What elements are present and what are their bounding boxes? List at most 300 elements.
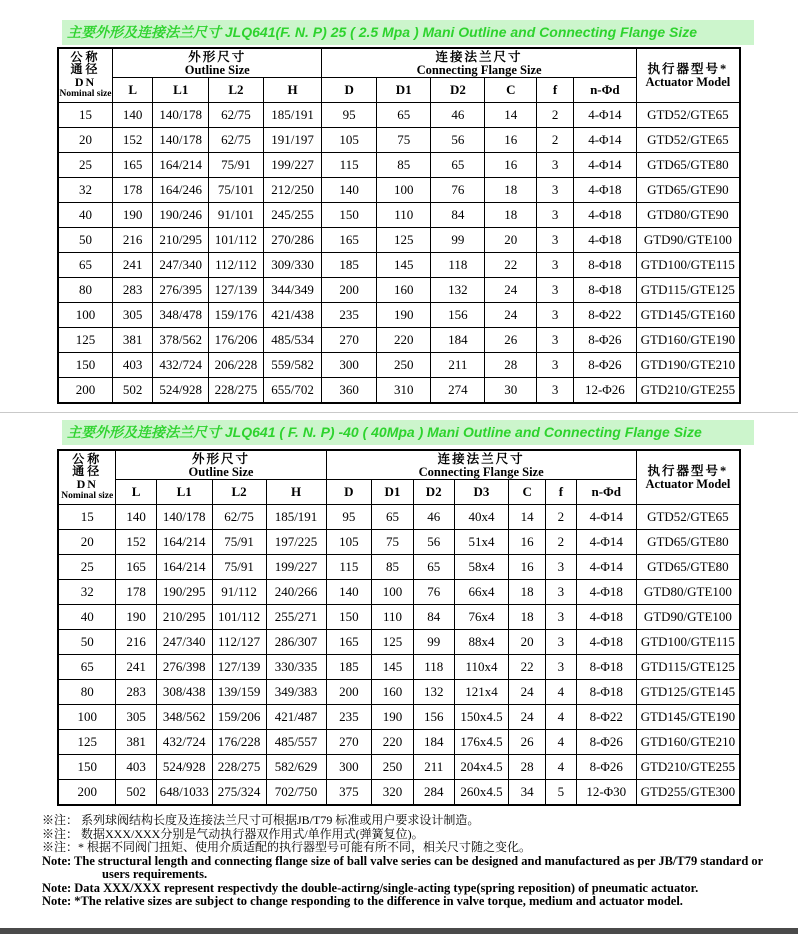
table-cell: 164/246 <box>153 178 209 203</box>
table-cell: 140 <box>326 580 372 605</box>
table-cell: 51x4 <box>454 530 509 555</box>
table-cell: 300 <box>322 353 377 378</box>
table-cell: 381 <box>116 730 156 755</box>
table-cell: 152 <box>116 530 156 555</box>
table-cell: 140 <box>116 505 156 530</box>
table-cell: 403 <box>113 353 153 378</box>
table-cell: 559/582 <box>263 353 322 378</box>
table-cell: 95 <box>326 505 372 530</box>
table-cell: 190 <box>372 705 414 730</box>
table-cell: 75/91 <box>212 530 266 555</box>
dn-label-en: Nominal size <box>61 491 114 501</box>
column-header: L <box>116 480 156 505</box>
table-cell: 210/295 <box>153 228 209 253</box>
table-cell: 8-Φ26 <box>576 755 636 780</box>
table-cell: 20 <box>58 128 113 153</box>
table-cell: 16 <box>509 555 546 580</box>
table-cell: 211 <box>431 353 485 378</box>
table-cell: 24 <box>485 278 537 303</box>
table-cell: 8-Φ18 <box>574 253 637 278</box>
note-zh-3: ※注：* 根据不同阀门扭矩、使用介质适配的执行器型号可能有所不同，相关尺寸随之变化。 <box>42 840 532 854</box>
table-cell: 375 <box>326 780 372 806</box>
table-cell: 378/562 <box>153 328 209 353</box>
table-cell: GTD115/GTE125 <box>636 655 740 680</box>
table-cell: 212/250 <box>263 178 322 203</box>
table-cell: GTD65/GTE90 <box>636 178 740 203</box>
table-cell: 485/534 <box>263 328 322 353</box>
table-cell: 4-Φ18 <box>574 203 637 228</box>
column-header: H <box>263 78 322 103</box>
table-cell: 216 <box>113 228 153 253</box>
table-cell: 159/206 <box>212 705 266 730</box>
flange-label-en: Connecting Flange Size <box>418 464 544 479</box>
table-cell: 200 <box>58 780 116 806</box>
table-cell: 220 <box>372 730 414 755</box>
table-cell: GTD65/GTE80 <box>636 153 740 178</box>
table-cell: 20 <box>509 630 546 655</box>
table-cell: 4-Φ14 <box>576 505 636 530</box>
table-cell: 200 <box>326 680 372 705</box>
table-cell: 115 <box>326 555 372 580</box>
outline-label-zh: 外形尺寸 <box>191 451 250 466</box>
table-cell: 403 <box>116 755 156 780</box>
table-cell: 3 <box>537 253 574 278</box>
table-cell: 76 <box>431 178 485 203</box>
table-cell: GTD190/GTE210 <box>636 353 740 378</box>
table-cell: 14 <box>485 103 537 128</box>
table-cell: 276/398 <box>156 655 212 680</box>
table-cell: 178 <box>116 580 156 605</box>
table-row <box>58 705 740 730</box>
table-row <box>58 780 740 806</box>
table-cell: 8-Φ22 <box>576 705 636 730</box>
table-cell: 655/702 <box>263 378 322 404</box>
table-cell: 421/487 <box>266 705 326 730</box>
table-cell: 100 <box>58 705 116 730</box>
table-cell: 24 <box>485 303 537 328</box>
table-cell: 34 <box>509 780 546 806</box>
table-cell: GTD255/GTE300 <box>636 780 740 806</box>
table-cell: 75/101 <box>209 178 264 203</box>
column-header: D <box>326 480 372 505</box>
table-cell: 260x4.5 <box>454 780 509 806</box>
table-cell: 145 <box>372 655 414 680</box>
table-cell: 132 <box>413 680 454 705</box>
table-cell: 14 <box>509 505 546 530</box>
column-header: L2 <box>212 480 266 505</box>
table-cell: 4-Φ18 <box>574 228 637 253</box>
dn-label-code: DN <box>76 476 98 491</box>
table-cell: 84 <box>431 203 485 228</box>
table-cell: 270 <box>322 328 377 353</box>
table-cell: 32 <box>58 580 116 605</box>
dn-label-zh2: 通径 <box>72 464 103 478</box>
column-header: C <box>485 78 537 103</box>
table-cell: GTD65/GTE80 <box>636 555 740 580</box>
notes-block <box>42 814 784 909</box>
table-cell: 58x4 <box>454 555 509 580</box>
table-cell: 190 <box>376 303 431 328</box>
dn-label-code: DN <box>74 74 97 89</box>
dn-label-zh1: 公称 <box>70 49 101 64</box>
table-cell: GTD210/GTE255 <box>636 378 740 404</box>
table-cell: 3 <box>537 153 574 178</box>
table-cell: GTD52/GTE65 <box>636 128 740 153</box>
table-cell: 40 <box>58 203 113 228</box>
table-cell: 176/206 <box>209 328 264 353</box>
table-cell: 349/383 <box>266 680 326 705</box>
table-cell: 85 <box>372 555 414 580</box>
table-cell: 3 <box>546 555 577 580</box>
table-cell: 3 <box>546 580 577 605</box>
table-cell: 18 <box>509 580 546 605</box>
table-cell: 26 <box>485 328 537 353</box>
group-header-outline <box>113 48 322 78</box>
table-cell: 524/928 <box>153 378 209 404</box>
table-cell: 184 <box>431 328 485 353</box>
outline-label-en: Outline Size <box>188 464 254 479</box>
table-cell: 5 <box>546 780 577 806</box>
table-cell: 160 <box>376 278 431 303</box>
actuator-label-en: Actuator Model <box>645 477 731 491</box>
table-cell: 105 <box>322 128 377 153</box>
table-cell: 110 <box>376 203 431 228</box>
table-cell: 582/629 <box>266 755 326 780</box>
table-cell: 4 <box>546 680 577 705</box>
table-row <box>58 755 740 780</box>
table-cell: 250 <box>376 353 431 378</box>
column-header: C <box>509 480 546 505</box>
table-cell: 105 <box>326 530 372 555</box>
table-cell: 309/330 <box>263 253 322 278</box>
column-header: D1 <box>376 78 431 103</box>
table-cell: 204x4.5 <box>454 755 509 780</box>
table-row <box>58 730 740 755</box>
table-cell: 125 <box>58 328 113 353</box>
table-cell: 8-Φ18 <box>576 655 636 680</box>
table-cell: 80 <box>58 278 113 303</box>
table-body-pn25 <box>58 103 740 404</box>
section-title-pn40: 主要外形及连接法兰尺寸 JLQ641 ( F. N. P) -40 ( 40Mpa ) Mani Outline and Connecting Flange Size <box>62 420 754 445</box>
table-row <box>58 680 740 705</box>
table-cell: 240/266 <box>266 580 326 605</box>
table-cell: 101/112 <box>209 228 264 253</box>
group-header-flange <box>322 48 636 78</box>
table-cell: 4-Φ18 <box>576 605 636 630</box>
column-header: f <box>537 78 574 103</box>
col-header-actuator <box>636 450 740 505</box>
table-cell: 150 <box>322 203 377 228</box>
table-cell: 216 <box>116 630 156 655</box>
table-cell: 150 <box>326 605 372 630</box>
table-body-pn40 <box>58 505 740 806</box>
column-header: D3 <box>454 480 509 505</box>
table-cell: 125 <box>372 630 414 655</box>
table-cell: 18 <box>485 178 537 203</box>
table-cell: 381 <box>113 328 153 353</box>
table-cell: 184 <box>413 730 454 755</box>
page-edge-band <box>0 928 798 934</box>
table-cell: 211 <box>413 755 454 780</box>
table-cell: GTD90/GTE100 <box>636 228 740 253</box>
table-cell: GTD90/GTE100 <box>636 605 740 630</box>
table-row <box>58 505 740 530</box>
column-header: H <box>266 480 326 505</box>
table-cell: 165 <box>322 228 377 253</box>
table-cell: 310 <box>376 378 431 404</box>
table-cell: 75/91 <box>209 153 264 178</box>
table-cell: 3 <box>537 378 574 404</box>
table-cell: 2 <box>537 128 574 153</box>
column-header: f <box>546 480 577 505</box>
column-header: D1 <box>372 480 414 505</box>
column-header: D2 <box>431 78 485 103</box>
table-cell: 432/724 <box>156 730 212 755</box>
table-row <box>58 303 740 328</box>
table-cell: 164/214 <box>153 153 209 178</box>
table-cell: 66x4 <box>454 580 509 605</box>
table-cell: 2 <box>537 103 574 128</box>
table-row <box>58 605 740 630</box>
table-cell: 140/178 <box>153 103 209 128</box>
table-cell: 199/227 <box>263 153 322 178</box>
table-cell: 62/75 <box>209 103 264 128</box>
table-cell: 286/307 <box>266 630 326 655</box>
table-cell: 127/139 <box>209 278 264 303</box>
table-cell: 8-Φ26 <box>576 730 636 755</box>
table-cell: 165 <box>116 555 156 580</box>
table-cell: 110x4 <box>454 655 509 680</box>
table-cell: GTD160/GTE190 <box>636 328 740 353</box>
table-cell: 8-Φ26 <box>574 328 637 353</box>
table-cell: 125 <box>376 228 431 253</box>
table-cell: 50 <box>58 228 113 253</box>
table-cell: 26 <box>509 730 546 755</box>
note-en-2: Note: Data XXX/XXX represent respectivdy the double-actirng/single-acting type(spring reposition) of pneumatic actuator. <box>42 880 699 895</box>
table-cell: 8-Φ18 <box>574 278 637 303</box>
table-cell: 283 <box>116 680 156 705</box>
table-cell: 308/438 <box>156 680 212 705</box>
table-cell: 3 <box>546 630 577 655</box>
table-cell: 30 <box>485 378 537 404</box>
table-cell: 40 <box>58 605 116 630</box>
table-cell: 305 <box>116 705 156 730</box>
table-cell: GTD145/GTE160 <box>636 303 740 328</box>
table-row <box>58 328 740 353</box>
table-cell: 197/225 <box>266 530 326 555</box>
table-cell: 3 <box>537 328 574 353</box>
table-cell: 270 <box>326 730 372 755</box>
table-cell: 250 <box>372 755 414 780</box>
table-row <box>58 128 740 153</box>
table-cell: 502 <box>113 378 153 404</box>
table-cell: 115 <box>322 153 377 178</box>
table-cell: 152 <box>113 128 153 153</box>
table-cell: 121x4 <box>454 680 509 705</box>
table-cell: 20 <box>485 228 537 253</box>
table-row <box>58 580 740 605</box>
table-cell: 235 <box>326 705 372 730</box>
column-header: L <box>113 78 153 103</box>
table-cell: 50 <box>58 630 116 655</box>
table-cell: 164/214 <box>156 555 212 580</box>
col-header-dn <box>58 48 113 103</box>
table-cell: 24 <box>509 705 546 730</box>
column-header: L2 <box>209 78 264 103</box>
table-cell: GTD145/GTE190 <box>636 705 740 730</box>
table-cell: 4-Φ18 <box>576 630 636 655</box>
table-cell: 348/562 <box>156 705 212 730</box>
dn-label-en: Nominal size <box>59 89 112 99</box>
table-cell: 46 <box>431 103 485 128</box>
table-row <box>58 153 740 178</box>
table-cell: 139/159 <box>212 680 266 705</box>
table-cell: 199/227 <box>266 555 326 580</box>
table-cell: 99 <box>431 228 485 253</box>
table-cell: 16 <box>485 128 537 153</box>
table-cell: 112/127 <box>212 630 266 655</box>
table-row <box>58 253 740 278</box>
table-cell: 190 <box>116 605 156 630</box>
table-cell: 176x4.5 <box>454 730 509 755</box>
table-cell: 75 <box>376 128 431 153</box>
table-cell: 56 <box>431 128 485 153</box>
table-cell: 276/395 <box>153 278 209 303</box>
table-cell: 28 <box>485 353 537 378</box>
table-cell: 241 <box>116 655 156 680</box>
table-cell: 247/340 <box>156 630 212 655</box>
table-cell: 24 <box>509 680 546 705</box>
table-cell: 84 <box>413 605 454 630</box>
table-cell: 8-Φ18 <box>576 680 636 705</box>
table-cell: 12-Φ26 <box>574 378 637 404</box>
table-cell: 65 <box>372 505 414 530</box>
flange-label-zh: 连接法兰尺寸 <box>435 49 523 64</box>
table-cell: 348/478 <box>153 303 209 328</box>
table-cell: 40x4 <box>454 505 509 530</box>
table-cell: 228/275 <box>209 378 264 404</box>
table-cell: 127/139 <box>212 655 266 680</box>
table-cell: 485/557 <box>266 730 326 755</box>
table-cell: 156 <box>413 705 454 730</box>
table-cell: GTD115/GTE125 <box>636 278 740 303</box>
table-cell: 502 <box>116 780 156 806</box>
column-header: D <box>322 78 377 103</box>
table-cell: 160 <box>372 680 414 705</box>
table-cell: 4-Φ14 <box>574 153 637 178</box>
table-cell: 275/324 <box>212 780 266 806</box>
table-cell: 118 <box>431 253 485 278</box>
table-cell: 320 <box>372 780 414 806</box>
table-cell: 140/178 <box>156 505 212 530</box>
table-cell: 159/176 <box>209 303 264 328</box>
outline-label-en: Outline Size <box>184 62 250 77</box>
actuator-label-en: Actuator Model <box>645 75 731 89</box>
table-cell: 191/197 <box>263 128 322 153</box>
table-row <box>58 103 740 128</box>
table-cell: 4-Φ14 <box>576 530 636 555</box>
table-cell: 283 <box>113 278 153 303</box>
table-cell: 185/191 <box>263 103 322 128</box>
table-row <box>58 228 740 253</box>
table-row <box>58 655 740 680</box>
column-header: n-Φd <box>576 480 636 505</box>
table-cell: 65 <box>376 103 431 128</box>
table-cell: GTD100/GTE115 <box>636 253 740 278</box>
table-cell: 25 <box>58 153 113 178</box>
table-cell: 4 <box>546 755 577 780</box>
table-cell: 3 <box>546 605 577 630</box>
table-cell: 2 <box>546 530 577 555</box>
table-cell: 99 <box>413 630 454 655</box>
table-cell: 4-Φ18 <box>574 178 637 203</box>
table-cell: 3 <box>537 203 574 228</box>
table-cell: 16 <box>485 153 537 178</box>
table-cell: GTD52/GTE65 <box>636 505 740 530</box>
table-cell: 100 <box>376 178 431 203</box>
table-cell: 140 <box>322 178 377 203</box>
table-cell: 200 <box>322 278 377 303</box>
table-cell: 4-Φ14 <box>576 555 636 580</box>
column-header: L1 <box>156 480 212 505</box>
table-cell: 245/255 <box>263 203 322 228</box>
table-cell: 140 <box>113 103 153 128</box>
table-cell: 22 <box>509 655 546 680</box>
dn-label-zh2: 通径 <box>70 62 101 76</box>
table-cell: 15 <box>58 103 113 128</box>
table-cell: 16 <box>509 530 546 555</box>
table-row <box>58 530 740 555</box>
note-en-1: Note: The structural length and connecting flange size of ball valve series can be designed and manufactured as per JB/T79 standard or users requirements. <box>42 853 763 881</box>
group-header-flange <box>326 450 636 480</box>
table-cell: 185 <box>322 253 377 278</box>
dn-label-zh1: 公称 <box>72 451 103 466</box>
table-cell: 100 <box>372 580 414 605</box>
actuator-label-zh: 执行器型号* <box>647 62 729 76</box>
table-row <box>58 555 740 580</box>
table-cell: 300 <box>326 755 372 780</box>
table-cell: GTD210/GTE255 <box>636 755 740 780</box>
table-cell: 4-Φ18 <box>576 580 636 605</box>
table-cell: 3 <box>537 228 574 253</box>
table-cell: 25 <box>58 555 116 580</box>
table-cell: 3 <box>537 278 574 303</box>
table-cell: 150 <box>58 353 113 378</box>
table-cell: 3 <box>537 353 574 378</box>
table-cell: 62/75 <box>209 128 264 153</box>
table-row <box>58 178 740 203</box>
table-cell: 165 <box>326 630 372 655</box>
table-cell: 3 <box>546 655 577 680</box>
table-cell: 330/335 <box>266 655 326 680</box>
table-cell: 432/724 <box>153 353 209 378</box>
table-cell: 178 <box>113 178 153 203</box>
table-cell: 4-Φ14 <box>574 128 637 153</box>
table-cell: 190/295 <box>156 580 212 605</box>
table-cell: 284 <box>413 780 454 806</box>
table-cell: 132 <box>431 278 485 303</box>
table-cell: 65 <box>413 555 454 580</box>
table-cell: 344/349 <box>263 278 322 303</box>
section-title-pn25: 主要外形及连接法兰尺寸 JLQ641(F. N. P) 25 ( 2.5 Mpa ) Mani Outline and Connecting Flange Size <box>62 20 754 45</box>
table-cell: 176/228 <box>212 730 266 755</box>
table-cell: 100 <box>58 303 113 328</box>
table-cell: 22 <box>485 253 537 278</box>
table-cell: 524/928 <box>156 755 212 780</box>
flange-label-zh: 连接法兰尺寸 <box>437 451 525 466</box>
table-cell: 206/228 <box>209 353 264 378</box>
table-cell: 118 <box>413 655 454 680</box>
